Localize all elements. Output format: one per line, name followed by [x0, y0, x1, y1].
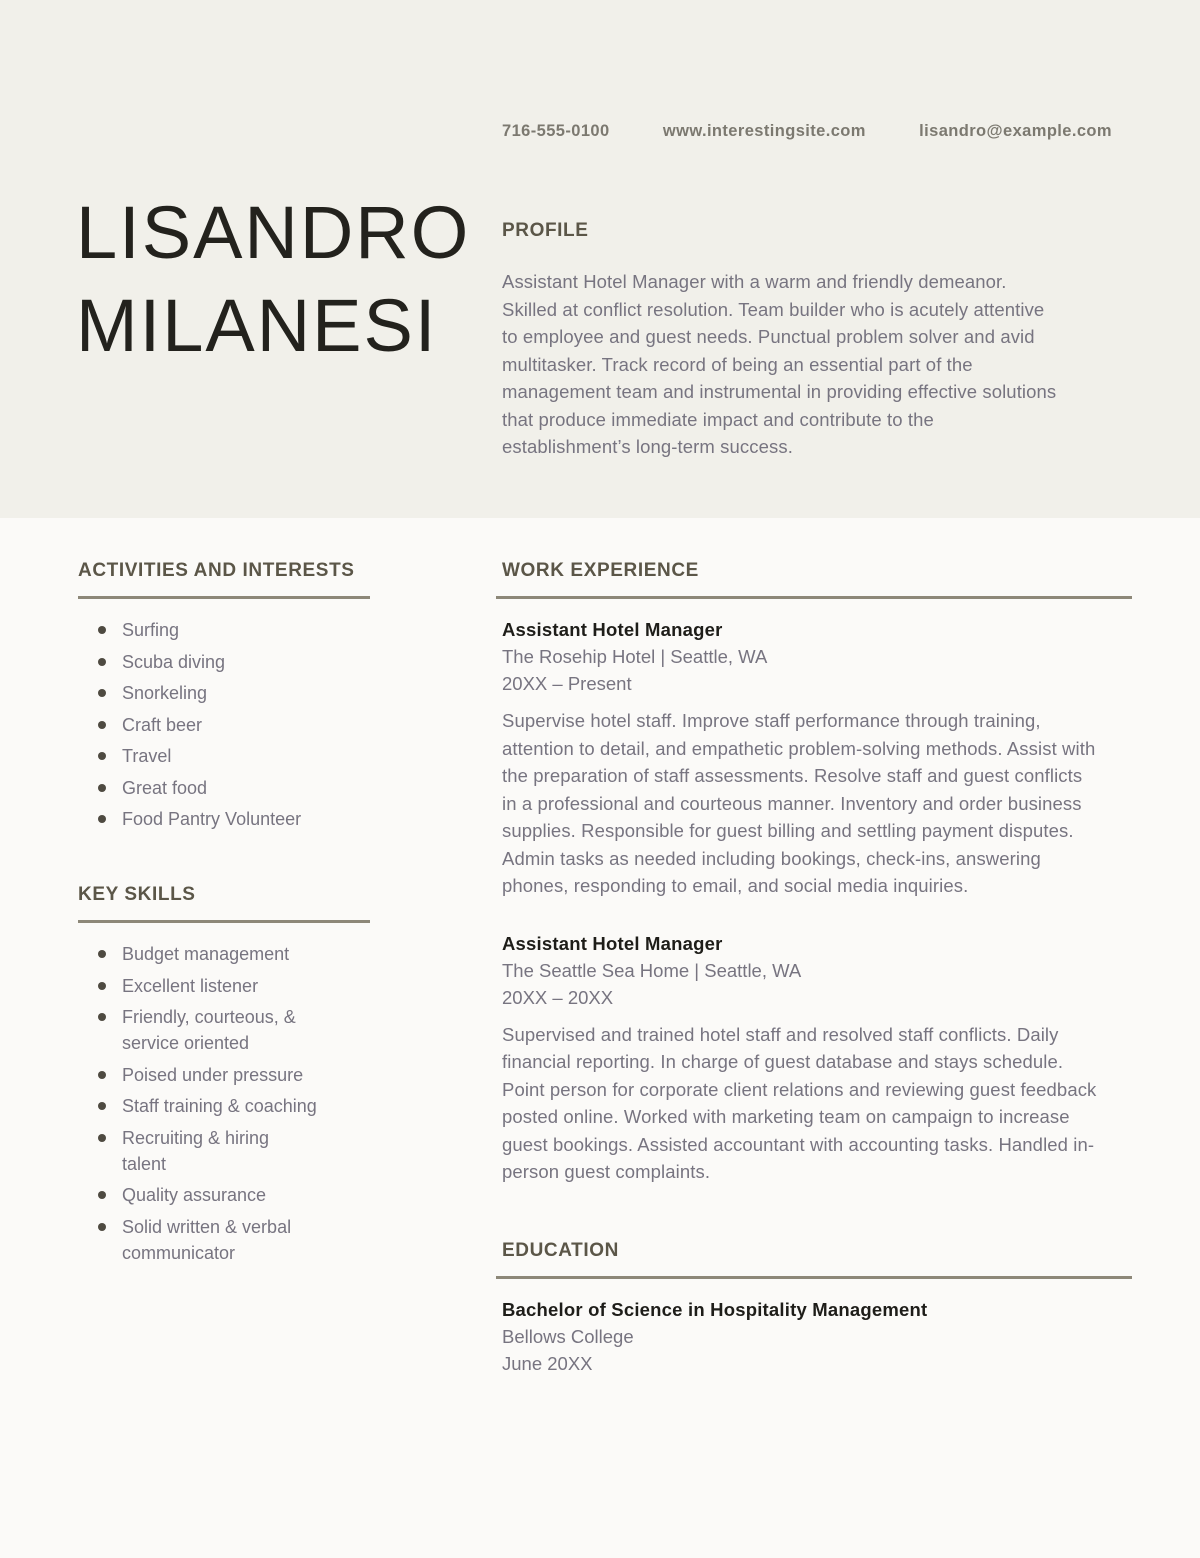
bullet-icon — [98, 1102, 106, 1110]
job-dates: 20XX – Present — [502, 673, 632, 694]
job-description: Supervised and trained hotel staff and resolved staff conflicts. Daily financial reporting. In charge of guest database and stays schedule. Point person for corporate client relations and reviewing guest feedback posted online. Worked with marketing team on campaign to increase guest bookings. Assisted accountant with accounting tasks. Handled in-person guest complaints. — [502, 1023, 1097, 1182]
profile-heading: PROFILE — [502, 220, 589, 241]
list-item: Excellent listener — [78, 973, 322, 999]
left-column — [78, 560, 370, 1271]
bullet-icon — [98, 752, 106, 760]
activities-section — [78, 560, 370, 832]
contact-row — [502, 122, 1112, 141]
list-item: Poised under pressure — [78, 1062, 322, 1088]
candidate-last-name: MILANESI — [76, 284, 438, 367]
list-item: Staff training & coaching — [78, 1093, 322, 1119]
education-date: June 20XX — [502, 1352, 593, 1374]
job-title: Assistant Hotel Manager — [502, 932, 723, 954]
job-title: Assistant Hotel Manager — [502, 619, 723, 640]
bullet-icon — [98, 626, 106, 634]
bullet-icon — [98, 1191, 106, 1199]
work-experience-heading: WORK EXPERIENCE — [502, 560, 699, 581]
bullet-icon — [98, 658, 106, 666]
section-divider — [496, 1276, 1132, 1279]
bullet-icon — [98, 1071, 106, 1079]
bullet-icon — [98, 689, 106, 697]
education-heading: EDUCATION — [502, 1239, 619, 1261]
section-divider — [78, 920, 370, 923]
list-item: Recruiting & hiring talent — [78, 1125, 322, 1177]
bullet-icon — [98, 950, 106, 958]
list-item: Surfing — [78, 617, 322, 643]
list-item: Craft beer — [78, 712, 322, 738]
job-description: Supervise hotel staff. Improve staff performance through training, attention to detail, and empathetic problem-solving methods. Assist with the preparation of staff assessments. Resolve staff and guest conflicts in a professional and courteous manner. Inventory and order business supplies. Responsible for guest billing and settling payment disputes. Admin tasks as needed including bookings, check-ins, answering phones, responding to email, and social media inquiries. — [502, 710, 1096, 896]
job-entry — [496, 930, 1132, 1186]
job-company: The Seattle Sea Home | Seattle, WA — [502, 959, 802, 981]
bullet-icon — [98, 982, 106, 990]
education-degree: Bachelor of Science in Hospitality Management — [502, 1298, 928, 1320]
bullet-icon — [98, 1134, 106, 1142]
list-item: Great food — [78, 775, 322, 801]
list-item: Friendly, courteous, & service oriented — [78, 1004, 322, 1056]
list-item: Food Pantry Volunteer — [78, 806, 322, 832]
list-item: Scuba diving — [78, 649, 322, 675]
bullet-icon — [98, 721, 106, 729]
candidate-name — [76, 186, 470, 372]
bullet-icon — [98, 1013, 106, 1021]
list-item: Solid written & verbal communicator — [78, 1214, 322, 1266]
job-company: The Rosehip Hotel | Seattle, WA — [502, 646, 768, 667]
list-item: Budget management — [78, 941, 322, 967]
contact-email: lisandro@example.com — [919, 122, 1112, 140]
key-skills-list — [78, 941, 370, 1266]
education-entry — [496, 1296, 1132, 1377]
candidate-first-name: LISANDRO — [76, 191, 471, 274]
right-column — [496, 560, 1132, 1377]
activities-heading: ACTIVITIES AND INTERESTS — [78, 560, 355, 581]
bullet-icon — [98, 784, 106, 792]
education-school: Bellows College — [502, 1325, 634, 1347]
list-item: Quality assurance — [78, 1182, 322, 1208]
profile-section — [502, 220, 1094, 461]
list-item: Snorkeling — [78, 680, 322, 706]
contact-phone: 716-555-0100 — [502, 122, 610, 140]
bullet-icon — [98, 1223, 106, 1231]
key-skills-section — [78, 884, 370, 1266]
list-item: Travel — [78, 743, 322, 769]
work-experience-section — [496, 560, 1132, 1186]
key-skills-heading: KEY SKILLS — [78, 884, 196, 905]
job-entry — [496, 616, 1132, 900]
profile-body: Assistant Hotel Manager with a warm and friendly demeanor. Skilled at conflict resolution. Team builder who is acutely attentive to employee and guest needs. Punctual problem solver and avid multitasker. Track record of being an essential part of the management team and instrumental in providing effective solutions that produce immediate impact and contribute to the establishment’s long-term success. — [502, 271, 1057, 457]
bullet-icon — [98, 815, 106, 823]
job-dates: 20XX – 20XX — [502, 986, 614, 1008]
activities-list — [78, 617, 370, 832]
contact-website: www.interestingsite.com — [662, 122, 866, 140]
section-divider — [78, 596, 370, 599]
section-divider — [496, 596, 1132, 599]
education-section — [496, 1240, 1132, 1377]
